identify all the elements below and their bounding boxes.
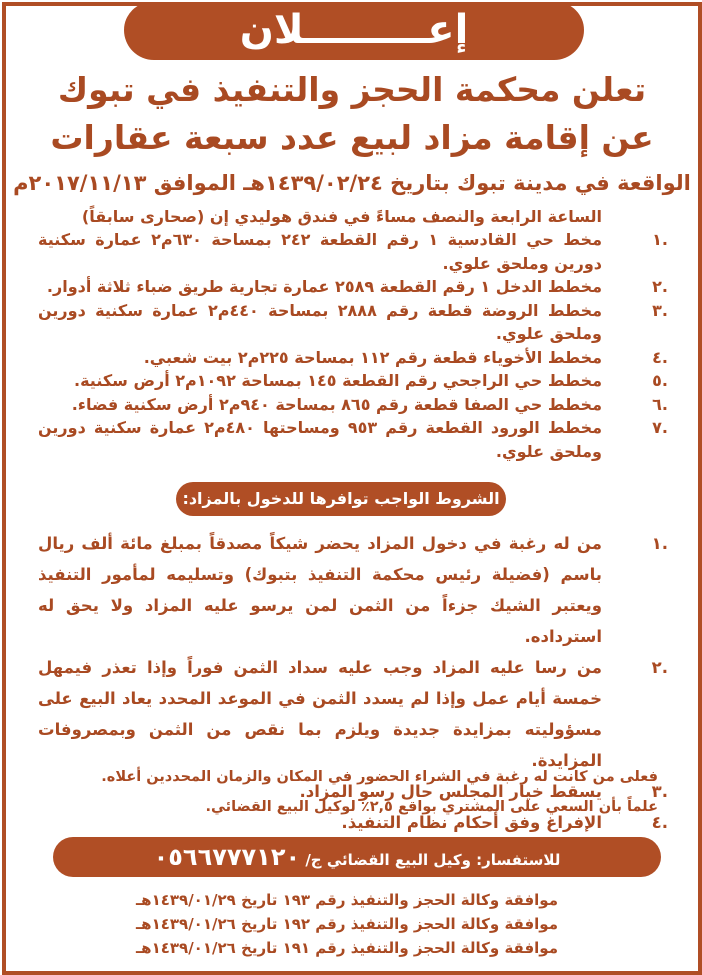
conditions-header-banner: [176, 482, 506, 516]
property-item: [38, 275, 668, 299]
item-text: مخط حي القادسية ١ رقم القطعة ٢٤٢ بمساحة ٦٣٠م٢ عمارة سكنية دورين وملحق علوي.: [38, 230, 602, 273]
property-item: [38, 416, 668, 463]
item-number: .٤: [651, 813, 668, 832]
contact-phone[interactable]: ٠٥٦٦٧٧٧١٢٠: [153, 843, 301, 871]
condition-item: [38, 652, 668, 776]
item-text: يسقط خيار المجلس حال رسو المزاد.: [299, 782, 602, 801]
item-number: .٢: [652, 277, 668, 296]
item-number: .٧: [652, 418, 668, 437]
approval-line: موافقة وكالة الحجز والتنفيذ رقم ١٩٢ تاريخ ١٤٣٩/٠١/٢٦هـ: [136, 915, 558, 933]
condition-item: [38, 528, 668, 652]
announcement-frame: [2, 2, 702, 975]
contact-label: للاستفسار: وكيل البيع القضائي ج/: [300, 851, 561, 869]
item-text: من له رغبة في دخول المزاد يحضر شيكاً مصدقاً بمبلغ مائة ألف ريال باسم (فضيلة رئيس محكمة التنفيذ بتبوك) وتسليمه لمأمور التنفيذ ويعتبر الشيك جزءاً من الثمن لمن يرسو عليه المزاد ولا يحق له استرداده.: [38, 534, 602, 646]
announcement-title: إعـــــــــلان: [239, 7, 469, 53]
item-text: مخطط الأخوياء قطعة رقم ١١٢ بمساحة ٢٢٥م٢ بيت شعبي.: [143, 347, 602, 367]
item-text: مخطط الدخل ١ رقم القطعة ٢٥٨٩ عمارة تجارية طريق ضباء ثلاثة أدوار.: [46, 277, 602, 296]
item-number: .٣: [651, 782, 668, 801]
item-number: .٦: [652, 394, 668, 414]
item-text: مخطط حي الصفا قطعة رقم ٨٦٥ بمساحة ٩٤٠م٢ أرض سكنية فضاء.: [71, 394, 602, 414]
contact-banner: [53, 837, 661, 877]
auction-time-location: الساعة الرابعة والنصف مساءً في فندق هوليدي إن (صحارى سابقاً): [81, 207, 602, 226]
approvals-block: [136, 888, 558, 960]
conditions-header: الشروط الواجب توافرها للدخول بالمزاد:: [182, 489, 500, 508]
commission-note: علماً بأن السعي على المشتري بواقع ٢,٥٪ لوكيل البيع القضائي.: [205, 799, 658, 815]
item-number: .١: [652, 230, 668, 249]
item-text: مخطط حي الراجحي رقم القطعة ١٤٥ بمساحة ١٠٩٢م٢ أرض سكنية.: [74, 371, 602, 390]
property-item: [38, 299, 668, 346]
item-text: الإفراغ وفق أحكام نظام التنفيذ.: [341, 813, 602, 832]
item-number: .١: [651, 534, 668, 553]
property-list: [38, 228, 668, 463]
headline-date: الواقعة في مدينة تبوك بتاريخ ١٤٣٩/٠٢/٢٤هـ الموافق ٢٠١٧/١١/١٣م: [13, 171, 691, 195]
property-item: [38, 346, 668, 370]
attendance-note: فعلى من كانت له رغبة في الشراء الحضور في المكان والزمان المحددين أعلاه.: [101, 769, 658, 785]
item-text: مخطط الروضة قطعة رقم ٢٨٨٨ بمساحة ٤٤٠م٢ عمارة سكنية دورين وملحق علوي.: [38, 300, 603, 343]
item-number: .٥: [652, 371, 668, 390]
announcement-title-banner: [124, 2, 584, 60]
item-text: مخطط الورود القطعة رقم ٩٥٣ ومساحتها ٤٨٠م٢ عمارة سكنية دورين وملحق علوي.: [38, 418, 603, 461]
item-number: .٢: [651, 658, 668, 677]
headline-court: تعلن محكمة الحجز والتنفيذ في تبوك: [57, 70, 647, 109]
property-item: [38, 228, 668, 275]
headline-auction: عن إقامة مزاد لبيع عدد سبعة عقارات: [50, 118, 654, 157]
item-text: من رسا عليه المزاد وجب عليه سداد الثمن فوراً وإذا تعذر فيمهل خمسة أيام عمل وإذا لم يسدد الثمن في الموعد المحدد يعاد البيع على مسؤوليته بمزايدة جديدة ويلزم بما نقص من الثمن وبمصروفات المزايدة.: [38, 658, 602, 770]
approval-line: موافقة وكالة الحجز والتنفيذ رقم ١٩١ تاريخ ١٤٣٩/٠١/٢٦هـ: [136, 939, 558, 957]
property-item: [38, 369, 668, 393]
item-number: .٤: [652, 347, 668, 367]
conditions-list: [38, 528, 668, 838]
item-number: .٣: [652, 300, 668, 320]
approval-line: موافقة وكالة الحجز والتنفيذ رقم ١٩٣ تاريخ ١٤٣٩/٠١/٢٩هـ: [136, 891, 558, 909]
property-item: [38, 393, 668, 417]
